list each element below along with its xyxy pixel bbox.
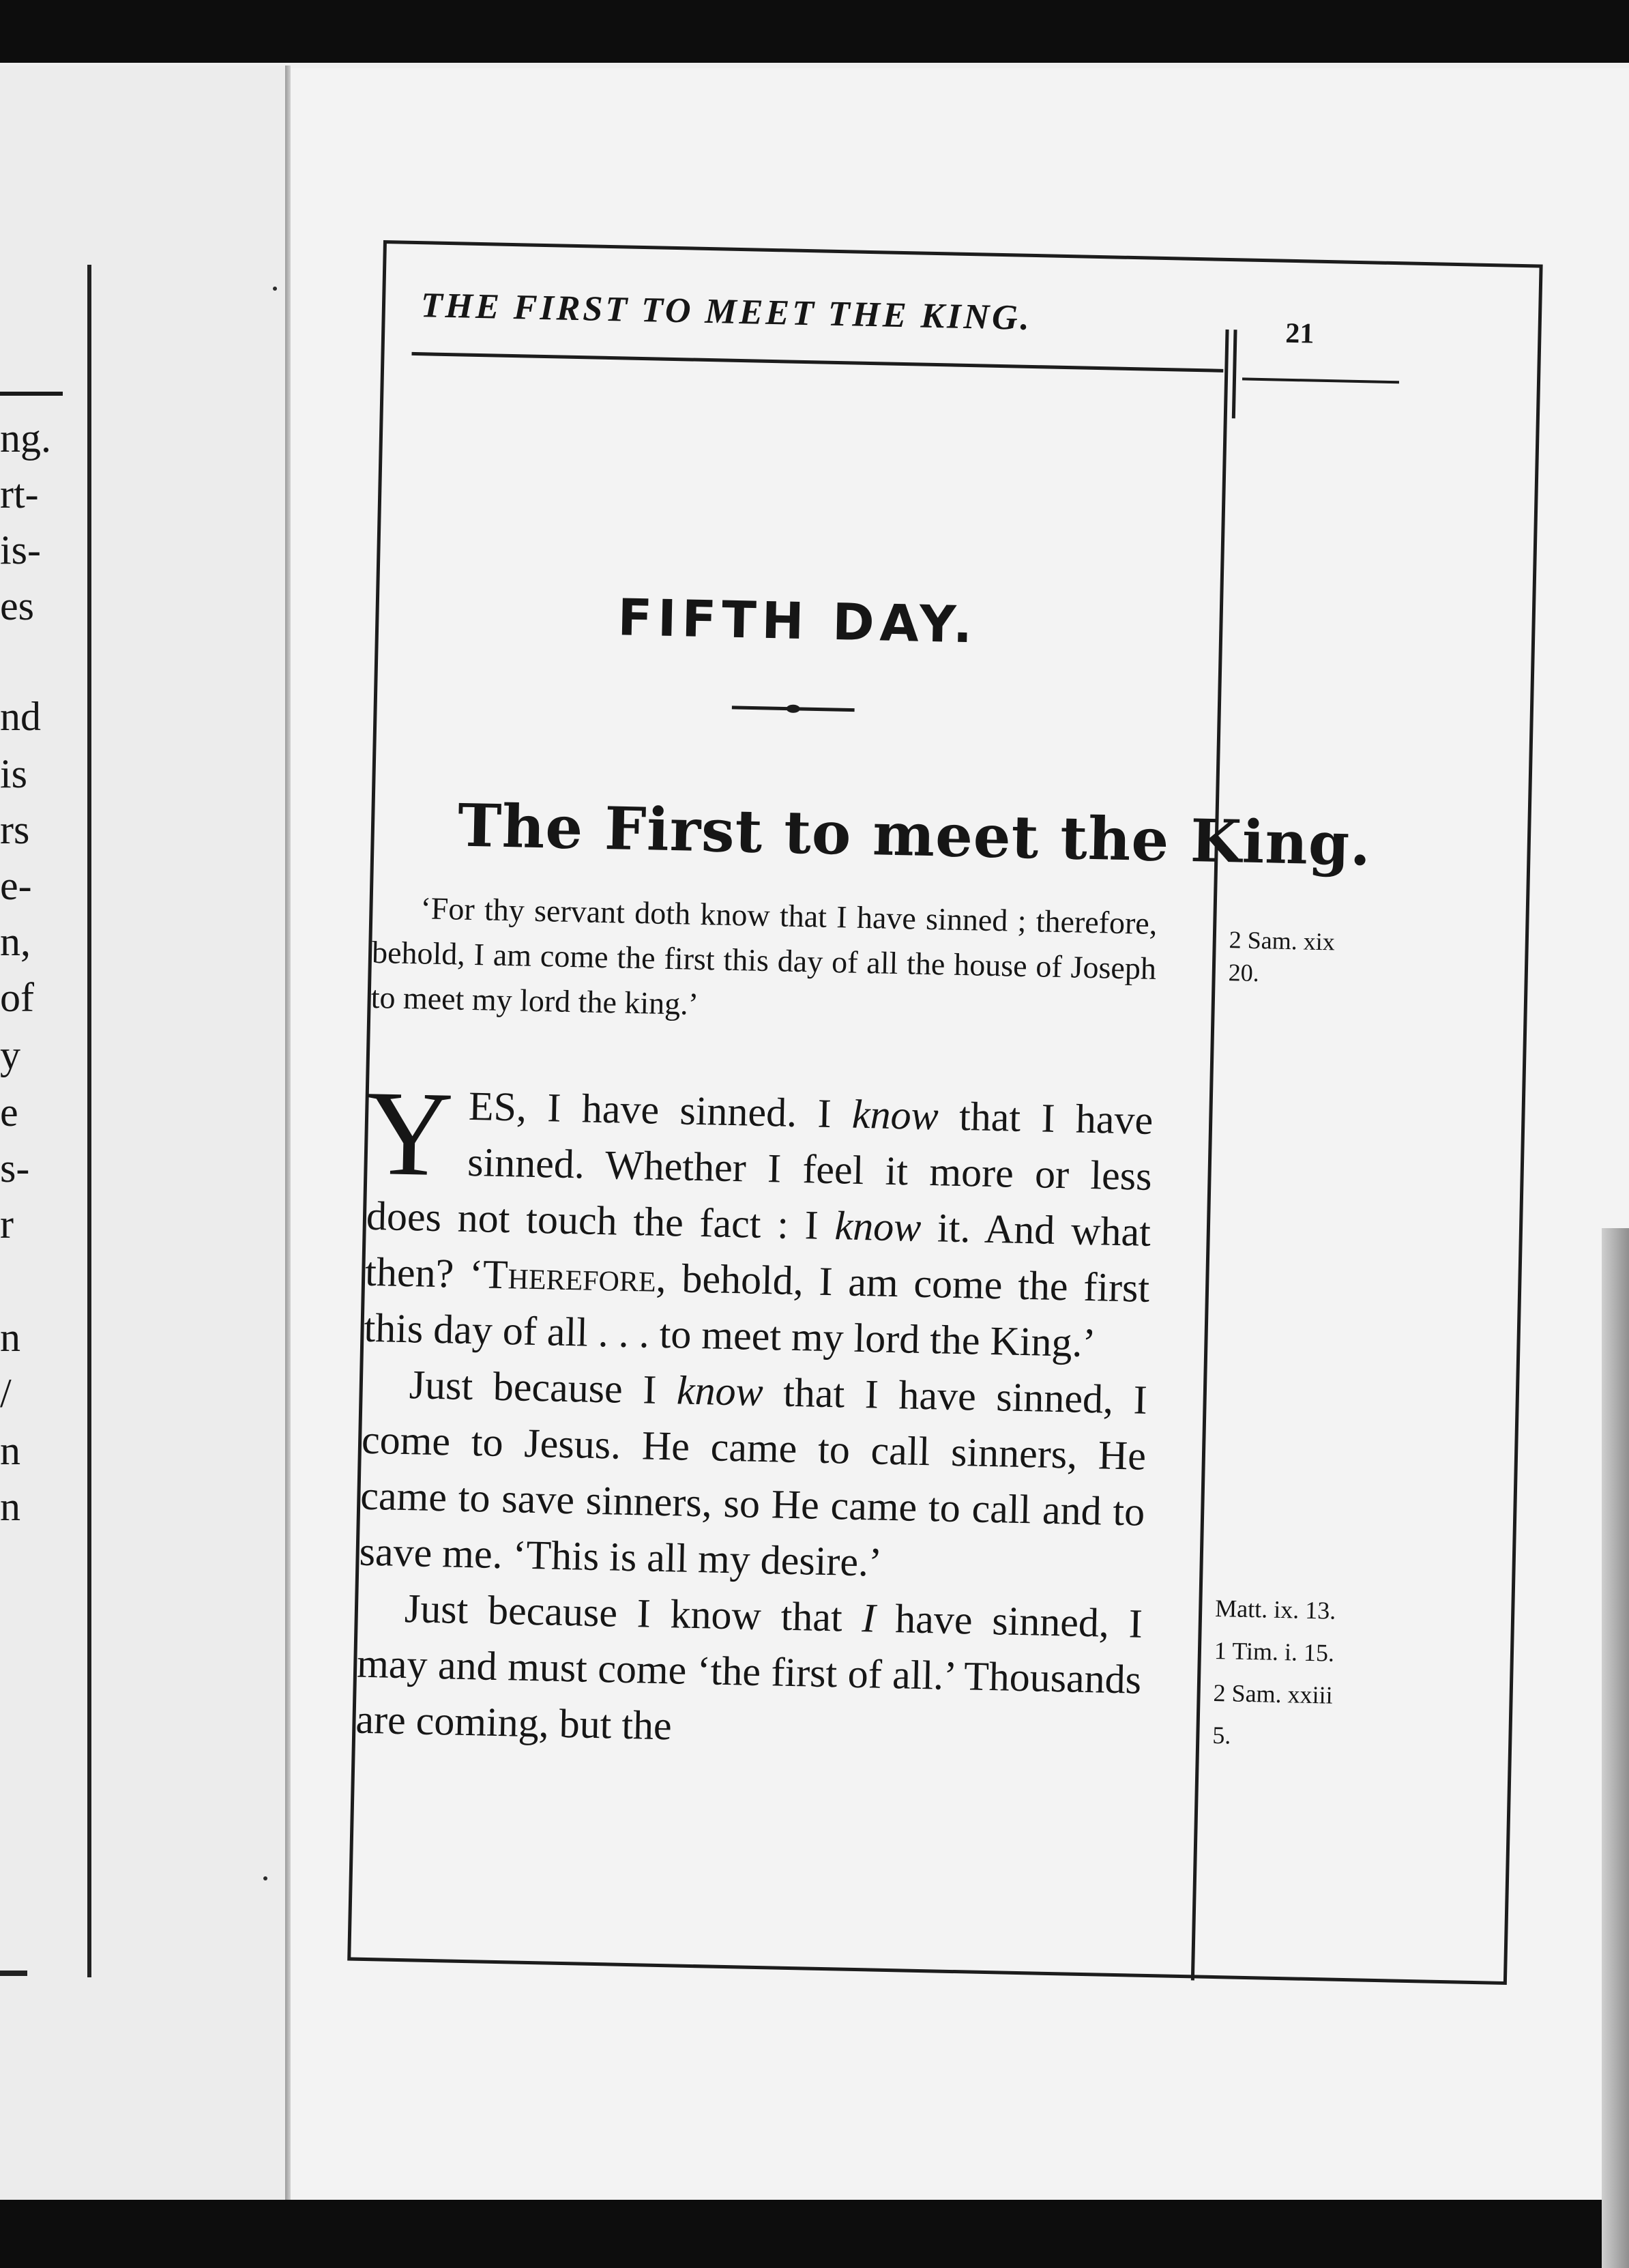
drop-cap: Y: [364, 1064, 455, 1202]
left-page-fragment: r: [0, 1202, 14, 1247]
speck: [263, 1876, 267, 1880]
paragraph: [355, 1580, 1143, 1764]
left-page-fragment: n: [0, 1484, 20, 1529]
epigraph-quote: ‘For thy servant doth know that I have sinned ; therefore, behold, I am come the first this day of all the house of Joseph to meet my lord the king.’: [370, 890, 1158, 1021]
left-page-fragment: es: [0, 583, 34, 628]
left-page-fragment: y: [0, 1032, 20, 1077]
paragraph: [359, 1356, 1148, 1596]
margin-note-reference: [1228, 923, 1393, 992]
left-page-fragment: nd: [0, 694, 41, 739]
margin-header-rule: [1242, 377, 1399, 383]
small-caps-word: Therefore: [482, 1251, 657, 1300]
left-page-bottom-rule: [0, 1971, 27, 1976]
emphasis: know: [851, 1091, 939, 1139]
header-rule: [411, 352, 1223, 373]
left-page-fragment: ng.: [0, 416, 51, 461]
ornament-divider-icon: [732, 700, 855, 718]
scripture-reference: 5.: [1212, 1721, 1231, 1749]
left-page-fragment: n: [0, 1315, 20, 1360]
body-text: [355, 1064, 1154, 1764]
page-number: 21: [1285, 317, 1315, 350]
left-page-fragment: is: [0, 751, 28, 796]
left-page-rule: [0, 392, 63, 396]
header-column-divider: [1232, 330, 1237, 418]
page-edge-shadow: [1602, 1228, 1629, 2268]
text-run: , behold, I am come the first this day of all . . . to meet my lord the King.’: [363, 1255, 1150, 1366]
text-run: Just because I: [409, 1362, 677, 1413]
left-page-border: [87, 265, 91, 1977]
chapter-title: The First to meet the King.: [456, 791, 1373, 879]
text-run: that I have sinned. Whether I feel it more or less does not touch the fact : I: [366, 1093, 1154, 1249]
emphasis: know: [676, 1367, 764, 1415]
page-frame: [347, 240, 1542, 1985]
text-run: it. And what then? ‘: [364, 1204, 1151, 1297]
day-title: FIFTH DAY.: [617, 588, 979, 655]
left-page-fragment: n,: [0, 919, 31, 964]
left-page-fragment: rt-: [0, 471, 39, 517]
text-run: ES, I have sinned. I: [468, 1083, 853, 1137]
left-page-fragment: /: [0, 1371, 12, 1416]
left-page-fragment: e: [0, 1090, 18, 1135]
speck: [273, 287, 277, 291]
left-page-fragment: e-: [0, 863, 32, 908]
scripture-reference: 2 Sam. xxiii: [1213, 1678, 1334, 1709]
running-head: THE FIRST TO MEET THE KING.: [420, 286, 1033, 338]
text-run: Just because I know that: [404, 1586, 863, 1641]
text-run: have sinned, I may and must come ‘the first of all.’ Thousands are coming, but the: [355, 1595, 1143, 1749]
emphasis: know: [834, 1203, 922, 1250]
scripture-reference: 2 Sam. xix: [1229, 926, 1336, 956]
text-run: that I have sinned, I come to Jesus. He came to call sinners, He came to save sinners, so He came to call and to save me. ‘This is all my desire.’: [359, 1369, 1148, 1585]
left-page-fragment: n: [0, 1428, 20, 1473]
scripture-reference: 20.: [1228, 959, 1260, 987]
emphasis: I: [861, 1595, 877, 1641]
scripture-reference: 1 Tim. i. 15.: [1214, 1636, 1335, 1667]
book-gutter: [285, 66, 291, 2200]
left-page: [0, 66, 287, 2200]
left-page-fragment: rs: [0, 807, 30, 852]
left-page-fragment: s-: [0, 1146, 30, 1191]
margin-note-references: [1212, 1592, 1379, 1764]
paragraph: [363, 1064, 1154, 1372]
scripture-reference: Matt. ix. 13.: [1214, 1594, 1336, 1625]
left-page-fragment: of: [0, 975, 34, 1020]
left-page-fragment: is-: [0, 527, 41, 572]
